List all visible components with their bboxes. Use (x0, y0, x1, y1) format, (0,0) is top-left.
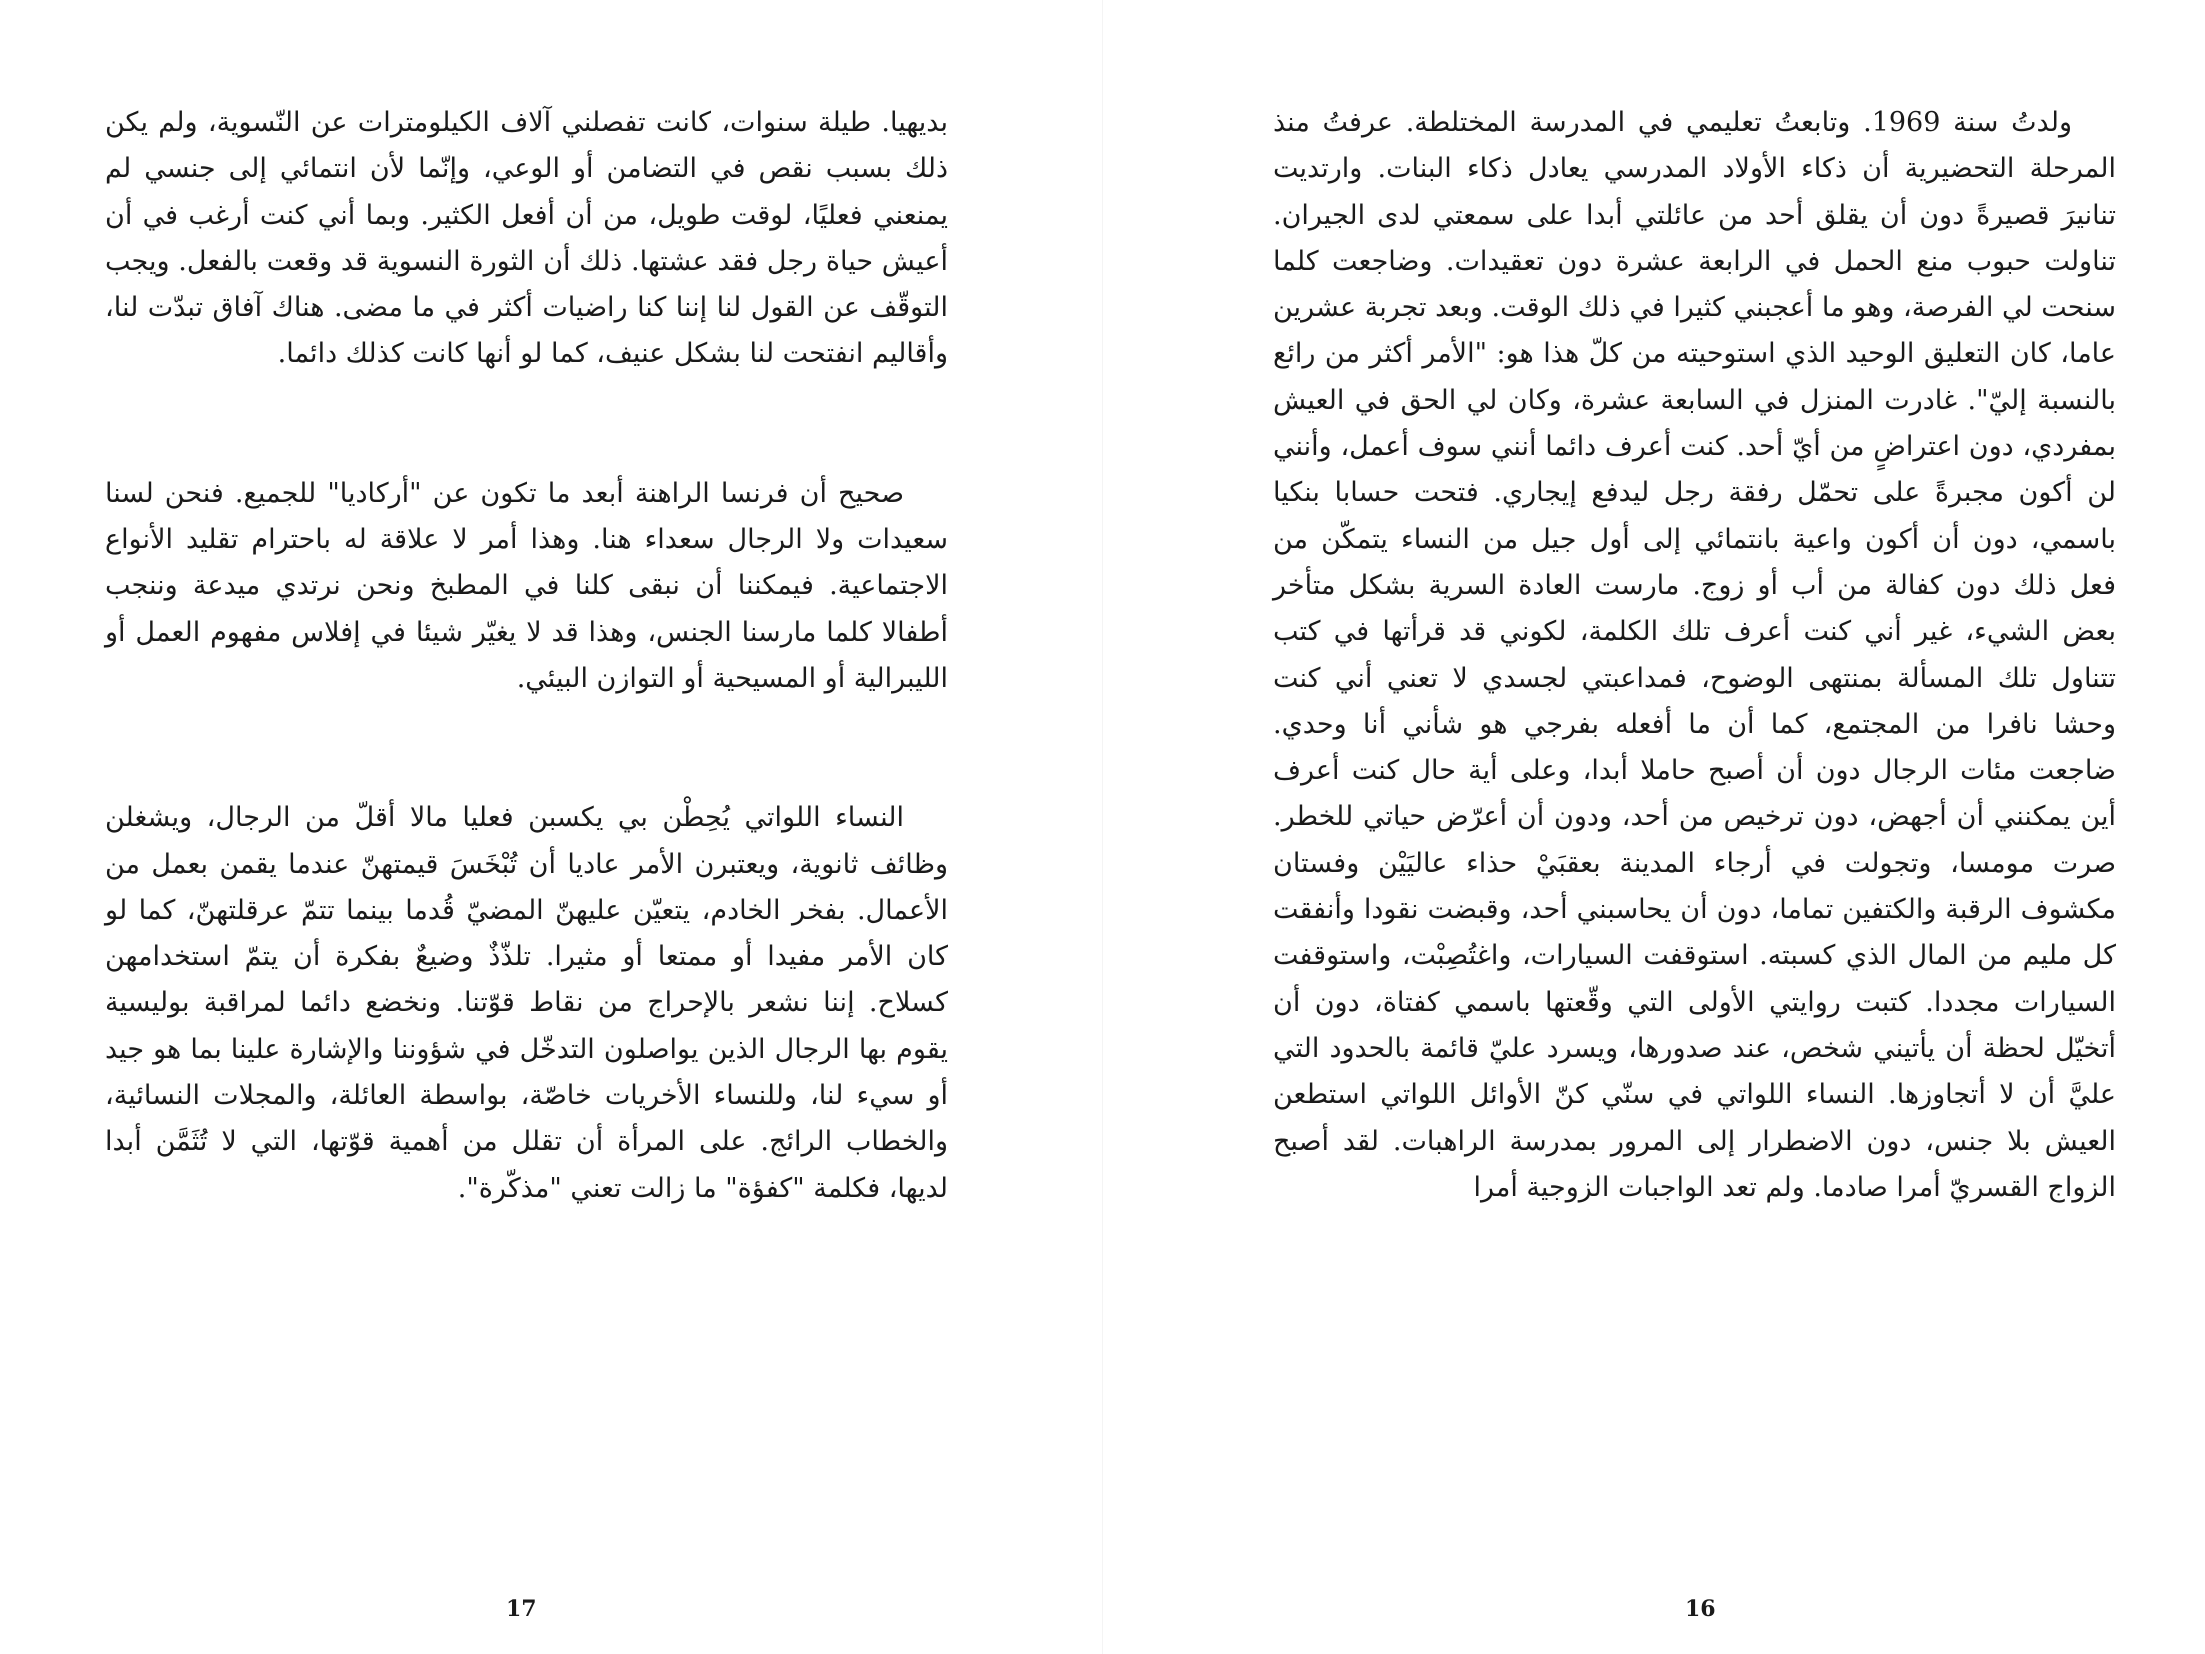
paragraph: ولدتُ سنة 1969. وتابعتُ تعليمي في المدرسة المختلطة. عرفتُ منذ المرحلة التحضيرية أن ذكاء الأولاد المدرسي يعادل ذكاء البنات. وارتديت تنانيرَ قصيرةً دون أن يقلق أحد من عائلتي أبدا على سمعتي لدى الجيران. تناولت حبوب منع الحمل في الرابعة عشرة دون تعقيدات. وضاجعت كلما سنحت لي الفرصة، وهو ما أعجبني كثيرا في ذلك الوقت. وبعد تجربة عشرين عاما، كان التعليق الوحيد الذي استوحيته من كلّ هذا هو: "الأمر أكثر من رائع بالنسبة إليّ". غادرت المنزل في السابعة عشرة، وكان لي الحق في العيش بمفردي، دون اعتراضٍ من أيّ أحد. كنت أعرف دائما أنني سوف أعمل، وأنني لن أكون مجبرةً على تحمّل رفقة رجل ليدفع إيجاري. فتحت حسابا بنكيا باسمي، دون أن أكون واعية بانتمائي إلى أول جيل من النساء يتمكّن من فعل ذلك دون كفالة من أب أو زوج. مارست العادة السرية بشكل متأخر بعض الشيء، غير أني كنت أعرف تلك الكلمة، لكوني قد قرأتها في كتب تتناول تلك المسألة بمنتهى الوضوح، فمداعبتي لجسدي لا تعني أني كنت وحشا نافرا من المجتمع، كما أن ما أفعله بفرجي هو شأني أنا وحدي. ضاجعت مئات الرجال دون أن أصبح حاملا أبدا، وعلى أية حال كنت أعرف أين يمكنني أن أجهض، دون ترخيص من أحد، ودون أن أعرّض حياتي للخطر. صرت مومسا، وتجولت في أرجاء المدينة بعقبَيْ حذاء عاليَيْن وفستان مكشوف الرقبة والكتفين تماما، دون أن يحاسبني أحد، وقبضت نقودا وأنفقت كل مليم من المال الذي كسبته. استوقفت السيارات، واغتُصِبْت، واستوقفت السيارات مجددا. كتبت روايتي الأولى التي وقّعتها باسمي كفتاة، دون أن أتخيّل لحظة أن يأتيني شخص، عند صدورها، ويسرد عليّ قائمة بالحدود التي عليَّ أن لا أتجاوزها. النساء اللواتي في سنّي كنّ الأوائل اللواتي استطعن العيش بلا جنس، دون الاضطرار إلى المرور بمدرسة الراهبات. لقد أصبح الزواج القسريّ أمرا صادما. ولم تعد الواجبات الزوجية أمرا (1273, 107, 2116, 1203)
right-page-body (1273, 100, 2116, 1211)
page-number: 16 (1685, 1596, 1716, 1622)
paragraph: النساء اللواتي يُحِطْن بي يكسبن فعليا مالا أقلّ من الرجال، ويشغلن وظائف ثانوية، ويعتبرن الأمر عاديا أن تُبْخَسَ قيمتهنّ عندما يقمن بعمل من الأعمال. بفخر الخادم، يتعيّن عليهنّ المضيّ قُدما بينما تتمّ عرقلتهنّ، كما لو كان الأمر مفيدا أو ممتعا أو مثيرا. تلذّذٌ وضيعٌ بفكرة أن يتمّ استخدامهن كسلاح. إننا نشعر بالإحراج من نقاط قوّتنا. ونخضع دائما لمراقبة بوليسية يقوم بها الرجال الذين يواصلون التدخّل في شؤوننا والإشارة علينا بما هو جيد أو سيء لنا، وللنساء الأخريات خاصّة، بواسطة العائلة، والمجلات النسائية، والخطاب الرائج. على المرأة أن تقلل من أهمية قوّتها، التي لا تُثَمَّن أبدا لديها، فكلمة "كفؤة" ما زالت تعني "مذكّرة". (105, 802, 948, 1204)
paragraph: بديهيا. طيلة سنوات، كانت تفصلني آلاف الكيلومترات عن النّسوية، ولم يكن ذلك بسبب نقص في التضامن أو الوعي، وإنّما لأن انتمائي إلى جنسي لم يمنعني فعليًا، لوقت طويل، من أن أفعل الكثير. وبما أني كنت أرغب في أن أعيش حياة رجل فقد عشتها. ذلك أن الثورة النسوية قد وقعت بالفعل. ويجب التوقّف عن القول لنا إننا كنا راضيات أكثر في ما مضى. هناك آفاق تبدّت لنا، وأقاليم انفتحت لنا بشكل عنيف، كما لو أنها كانت كذلك دائما. (105, 107, 948, 370)
left-page-body (105, 100, 948, 1212)
right-page (1103, 0, 2205, 1654)
paragraph: صحيح أن فرنسا الراهنة أبعد ما تكون عن "أركاديا" للجميع. فنحن لسنا سعيدات ولا الرجال سعداء هنا. وهذا أمر لا علاقة له باحترام تقليد الأنواع الاجتماعية. فيمكننا أن نبقى كلنا في المطبخ ونحن نرتدي ميدعة وننجب أطفالا كلما مارسنا الجنس، وهذا قد لا يغيّر شيئا في إفلاس مفهوم العمل أو الليبرالية أو المسيحية أو التوازن البيئي. (105, 477, 948, 694)
left-page (0, 0, 1102, 1654)
page-number: 17 (506, 1596, 537, 1622)
